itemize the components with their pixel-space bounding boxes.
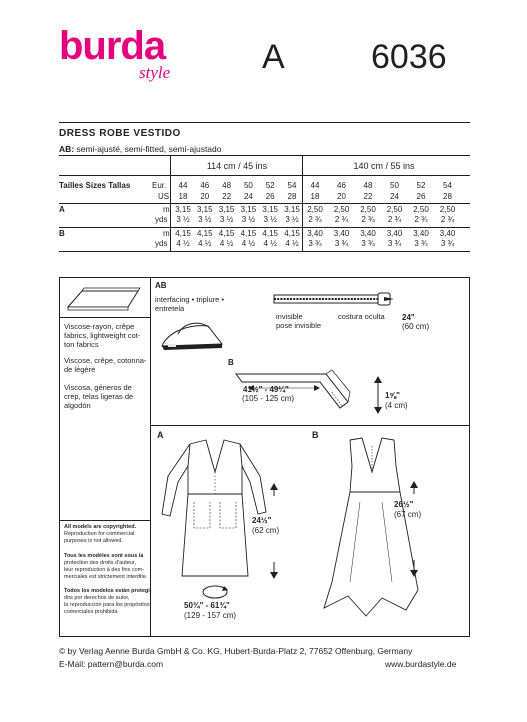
fabric-de-line: Viscose, crêpe, cotonna- [64,356,147,365]
copyright-line: All models are copyrighted. [64,524,137,530]
size-eur-cell: 54 [443,181,452,190]
view-a-length-in: 24½" [252,516,272,525]
yardage-m-cell: 3,15 [240,205,257,214]
bias-width-cm: (4 cm) [385,401,408,410]
row-b-unit-yds: yds [155,239,168,248]
yardage-m-cell: 3,40 [386,229,403,238]
copyright-es [64,588,152,616]
footer-email: E-Mail: pattern@burda.com [59,659,164,669]
table-rule [59,155,470,156]
copyright-line: protection des droits d'auteur, [64,560,136,566]
yardage-yds-cell: 4 ½ [198,239,212,248]
footer-publisher: © by Verlag Aenne Burda GmbH & Co. KG, Hubert-Burda-Platz 2, 77652 Offenburg, Germany [59,646,413,656]
us-label: US [158,192,170,201]
yardage-yds-cell: 3 ½ [285,215,299,224]
yardage-m-cell: 3,15 [175,205,191,214]
yardage-m-cell: 3,40 [307,229,323,238]
yardage-yds-cell: 2 ¾ [387,215,402,224]
yardage-m-cell: 3,15 [262,205,278,214]
yardage-yds-cell: 3 ¾ [361,239,375,248]
view-b-length-arrow [408,480,420,580]
yardage-yds-cell: 2 ¾ [414,215,428,224]
copyright-line: leur reproduction à des fins com- [64,567,145,573]
size-us-cell: 28 [287,192,297,201]
table-title: DRESS ROBE VESTIDO [59,128,181,139]
yardage-yds-cell: 4 ½ [176,239,190,248]
copyright-line: Reproduction for commercial [64,531,135,537]
yardage-m-cell: 3,40 [439,229,456,238]
row-a-unit-yds: yds [155,215,168,224]
fabric-es-line: algodón [64,401,91,410]
subtitle-text: semi-ajusté, semi-fitted, semi-ajustado [74,144,222,154]
bias-length-in: 41½" - 49¼" [243,385,289,394]
yardage-yds-cell: 4 ½ [285,239,299,248]
width-header-114: 114 cm / 45 ins [206,161,268,171]
hem-circle-icon [200,582,230,602]
size-us-cell: 20 [200,192,210,201]
view-a-length-cm: (62 cm) [252,526,280,535]
table-rule [59,227,470,228]
size-us-cell: 20 [337,192,346,201]
iron-icon [158,314,228,354]
yardage-yds-cell: 3 ¾ [414,239,428,248]
fabric-es [64,383,133,410]
size-eur-cell: 54 [287,181,297,190]
yardage-yds-cell: 3 ¾ [387,239,402,248]
row-b-label: B [59,229,65,238]
view-letter: A [262,38,285,76]
zip-line: invisible [276,312,303,321]
bias-width-arrow [372,375,384,415]
yardage-yds-cell: 3 ¾ [440,239,455,248]
table-rule [59,175,470,176]
subtitle-views: AB: [59,144,75,154]
yardage-m-cell: 4,15 [262,229,278,238]
yardage-yds-cell: 3 ½ [219,215,234,224]
yardage-m-cell: 4,15 [175,229,191,238]
size-us-cell: 26 [265,192,275,201]
notions-ab-label: AB [155,281,167,290]
view-a-drawing [160,436,270,586]
zip-length-in: 24" [402,313,415,322]
size-us-cell: 18 [310,192,320,201]
view-b-label: B [312,430,319,440]
fabric-fr-line: ton fabrics [64,340,99,349]
table-rule [59,203,470,204]
yardage-m-cell: 2,50 [439,205,456,214]
copyright-line: dos por derechos de autor, [64,595,130,601]
copyright-line: comerciales prohibida [64,609,118,615]
fabric-es-line: crep, telas ligeras de [64,392,134,401]
size-eur-cell: 52 [265,181,275,190]
yardage-yds-cell: 3 ½ [241,215,256,224]
yardage-yds-cell: 2 ¾ [308,215,322,224]
zip-label [276,312,321,330]
zipper-icon [268,287,398,309]
size-eur-cell: 48 [222,181,232,190]
hem-width-in: 50¾" - 61¾" [184,601,230,610]
view-a-label: A [157,430,164,440]
fabric-fr-line: Viscose-rayon, crêpe [64,322,135,331]
fabric-es-line: Viscosa, géneros de [64,383,132,392]
size-eur-cell: 46 [337,181,346,190]
interfacing-line: interfacing • triplure • [155,295,225,304]
size-us-cell: 22 [363,192,373,201]
fabric-de-line: de légère [64,365,96,374]
zip-length-cm: (60 cm) [402,322,430,331]
interfacing-line: entretela [155,304,185,313]
brand-logo: burda [59,24,166,68]
panel-divider [59,520,150,521]
size-eur-cell: 50 [390,181,399,190]
size-eur-cell: 44 [310,181,320,190]
panel-divider [59,317,150,318]
size-us-cell: 28 [443,192,452,201]
row-a-unit-m: m [163,205,170,214]
table-bottom-rule [59,251,470,252]
table-top-rule [59,122,470,123]
view-b-length-cm: (67 cm) [394,510,422,519]
table-divider [170,155,171,251]
size-us-cell: 18 [178,192,188,201]
yardage-m-cell: 4,15 [197,229,213,238]
yardage-m-cell: 2,50 [333,205,350,214]
yardage-yds-cell: 4 ½ [219,239,234,248]
yardage-yds-cell: 3 ¾ [308,239,322,248]
yardage-m-cell: 3,40 [413,229,429,238]
fabric-icon [64,283,144,313]
copyright-line: Tous les modèles sont sous la [64,553,144,559]
size-eur-cell: 52 [416,181,426,190]
hem-width-cm: (129 - 157 cm) [184,611,237,620]
yardage-yds-cell: 3 ¾ [334,239,349,248]
size-us-cell: 22 [222,192,232,201]
yardage-m-cell: 4,15 [284,229,300,238]
bias-width-in: 1⅝" [385,391,400,400]
copyright-fr [64,553,147,581]
yardage-m-cell: 2,50 [307,205,323,214]
yardage-m-cell: 4,15 [240,229,257,238]
sizes-label: Tailles Sizes Tallas [59,181,131,190]
size-us-cell: 24 [243,192,253,201]
brand-logo-sub: style [139,63,171,82]
yardage-yds-cell: 4 ½ [241,239,256,248]
zip-label-es: costura oculta [338,312,385,321]
yardage-m-cell: 4,15 [218,229,235,238]
yardage-yds-cell: 3 ½ [198,215,212,224]
size-eur-cell: 46 [200,181,210,190]
yardage-m-cell: 3,40 [360,229,376,238]
eur-label: Eur. [152,181,167,190]
copyright-line: purposes is not allowed. [64,538,124,544]
table-divider [302,155,303,251]
notions-b-label: B [228,358,234,367]
copyright-en [64,524,136,545]
width-header-140: 140 cm / 55 ins [353,161,415,171]
view-b-length-in: 26½" [394,500,414,509]
zip-line: pose invisible [276,321,322,330]
size-eur-cell: 44 [178,181,188,190]
footer-website: www.burdastyle.de [385,659,457,669]
copyright-line: la reproducción para los propósitos [64,602,150,608]
bias-length-cm: (105 - 125 cm) [242,394,295,403]
size-us-cell: 24 [390,192,399,201]
fabric-fr [64,322,140,349]
yardage-yds-cell: 2 ¾ [440,215,455,224]
row-b-unit-m: m [163,229,170,238]
fabric-de [64,356,146,374]
yardage-m-cell: 3,15 [197,205,213,214]
size-eur-cell: 50 [243,181,253,190]
yardage-yds-cell: 4 ½ [263,239,277,248]
copyright-line: Todos los modelos están protegi- [64,588,152,594]
interfacing-label [155,295,224,313]
yardage-yds-cell: 2 ¾ [334,215,349,224]
yardage-m-cell: 3,40 [333,229,350,238]
fabric-fr-line: fabrics, lightweight cot- [64,331,141,340]
yardage-yds-cell: 2 ¾ [361,215,375,224]
panel-divider [150,277,151,637]
yardage-yds-cell: 3 ½ [263,215,277,224]
yardage-m-cell: 2,50 [360,205,376,214]
row-a-label: A [59,205,65,214]
yardage-m-cell: 3,15 [284,205,300,214]
table-subtitle [59,144,222,154]
size-eur-cell: 48 [363,181,373,190]
panel-divider [150,425,470,426]
pattern-number: 6036 [371,38,447,76]
size-us-cell: 26 [416,192,426,201]
yardage-yds-cell: 3 ½ [176,215,190,224]
yardage-m-cell: 3,15 [218,205,235,214]
yardage-m-cell: 2,50 [413,205,429,214]
copyright-line: merciales est strictement interdite. [64,574,148,580]
yardage-m-cell: 2,50 [386,205,403,214]
